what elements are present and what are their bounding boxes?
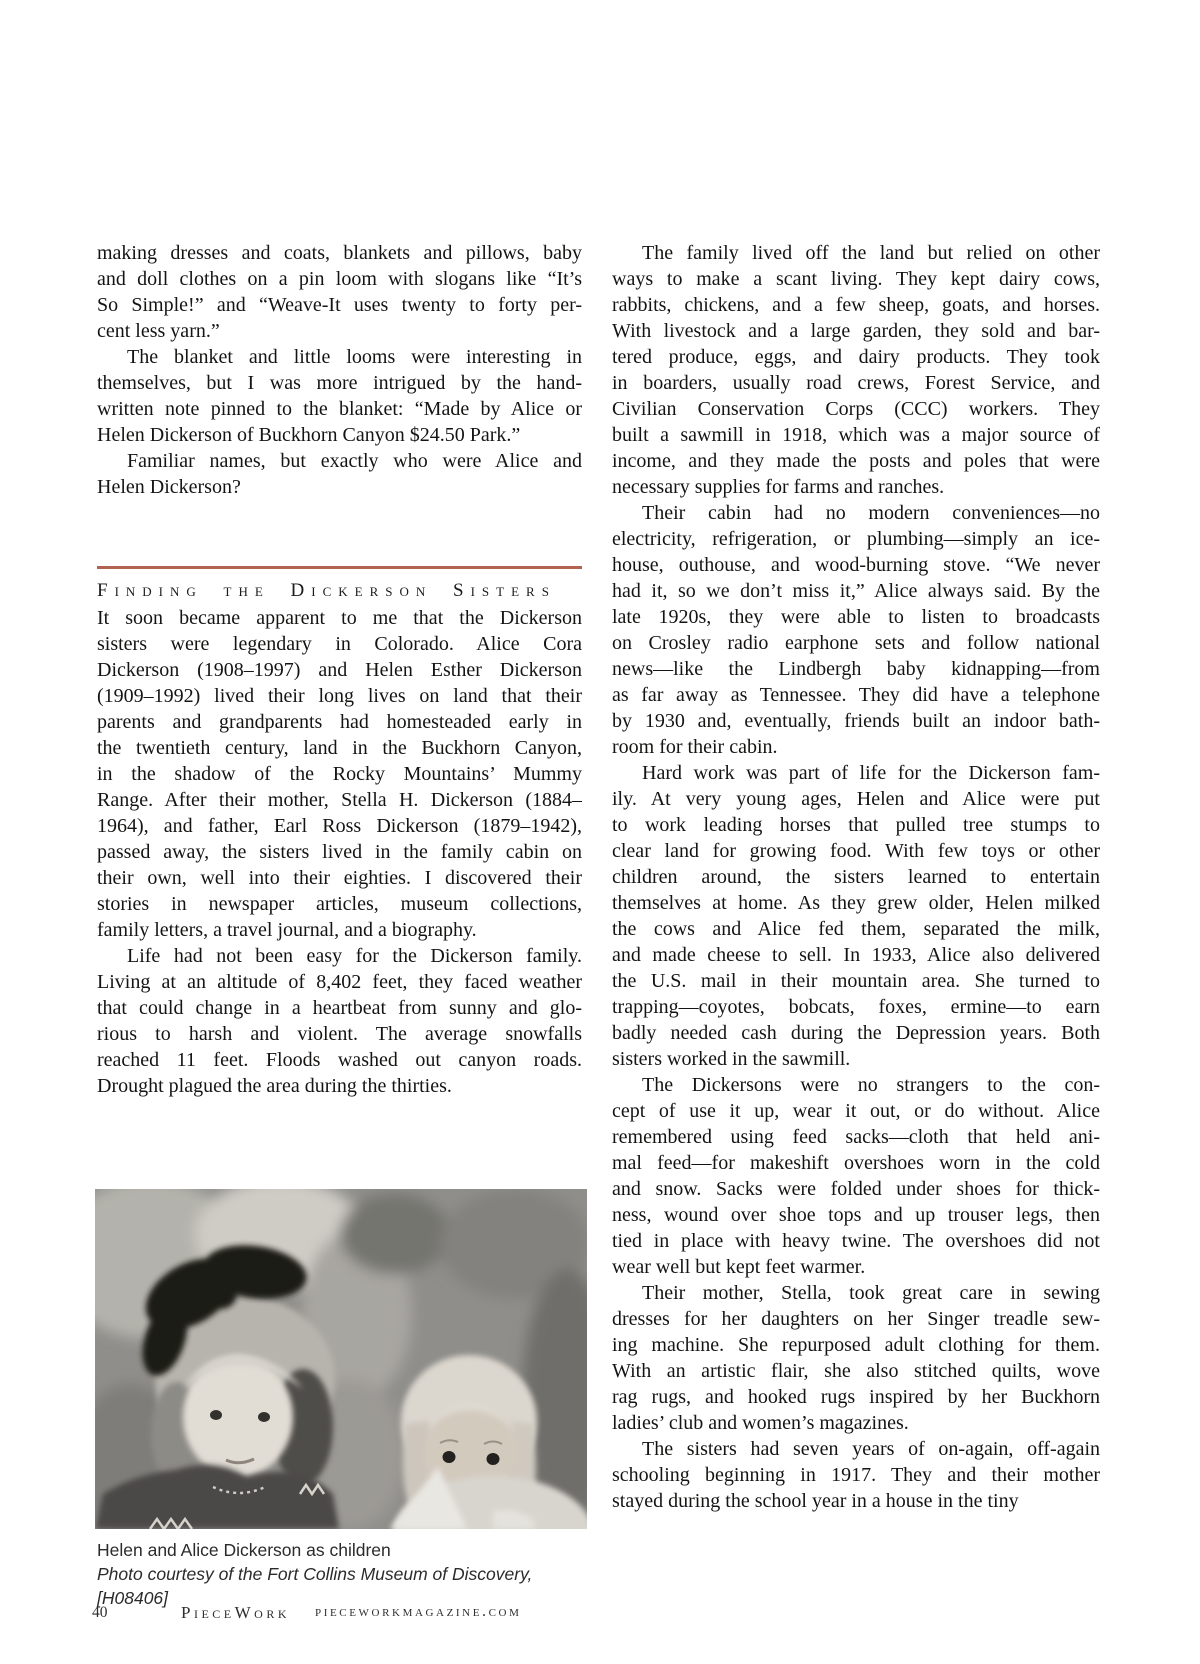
- text-line: family letters, a travel journal, and a biography.: [97, 919, 477, 941]
- text-line: income, and they made the posts and poles that were: [612, 450, 1100, 472]
- text-line: Helen Dickerson of Buckhorn Canyon $24.50 Park.”: [97, 424, 521, 446]
- text-line: Range. After their mother, Stella H. Dickerson (1884–: [97, 789, 582, 811]
- text-line: Familiar names, but exactly who were Alice and: [127, 450, 582, 472]
- paragraph: [612, 1436, 1100, 1514]
- text-line: Life had not been easy for the Dickerson family.: [127, 945, 582, 967]
- text-line: It soon became apparent to me that the Dickerson: [97, 607, 582, 629]
- text-line: With an artistic flair, she also stitched quilts, wove: [612, 1360, 1100, 1382]
- page-footer: [0, 1604, 1200, 1628]
- text-line: in boarders, usually road crews, Forest Service, and: [612, 372, 1100, 394]
- text-line: passed away, the sisters lived in the family cabin on: [97, 841, 582, 863]
- text-line: by 1930 and, eventually, friends built an indoor bath-: [612, 710, 1100, 732]
- text-line: and snow. Sacks were folded under shoes for thick-: [612, 1178, 1100, 1200]
- section-rule: [97, 566, 582, 569]
- paragraph: [97, 605, 582, 943]
- text-line: to work leading horses that pulled tree stumps to: [612, 814, 1100, 836]
- text-line: ways to make a scant living. They kept dairy cows,: [612, 268, 1100, 290]
- text-line: that could change in a heartbeat from sunny and glo-: [97, 997, 582, 1019]
- text-line: written note pinned to the blanket: “Made by Alice or: [97, 398, 582, 420]
- paragraph: [612, 760, 1100, 1072]
- text-line: and doll clothes on a pin loom with slogans like “It’s: [97, 268, 582, 290]
- paragraph: [612, 1072, 1100, 1280]
- text-line: schooling beginning in 1917. They and their mother: [612, 1464, 1100, 1486]
- text-line: cept of use it up, wear it out, or do without. Alice: [612, 1100, 1100, 1122]
- text-line: the U.S. mail in their mountain area. She turned to: [612, 970, 1100, 992]
- text-line: tied in place with heavy twine. The overshoes did not: [612, 1230, 1100, 1252]
- photo-credit: Photo courtesy of the Fort Collins Museum of Discovery, [H08406]: [97, 1564, 533, 1608]
- text-line: dresses for her daughters on her Singer treadle sew-: [612, 1308, 1100, 1330]
- right-column: [612, 240, 1100, 1514]
- text-line: sisters were legendary in Colorado. Alice Cora: [97, 633, 582, 655]
- paragraph: [612, 240, 1100, 500]
- text-line: rious to harsh and violent. The average snowfalls: [97, 1023, 582, 1045]
- text-line: ladies’ club and women’s magazines.: [612, 1412, 909, 1434]
- text-line: clear land for growing food. With few toys or other: [612, 840, 1100, 862]
- text-line: cent less yarn.”: [97, 320, 220, 342]
- paragraph: [612, 1280, 1100, 1436]
- text-line: Dickerson (1908–1997) and Helen Esther Dickerson: [97, 659, 582, 681]
- section-heading: Finding the Dickerson Sisters: [97, 580, 556, 601]
- text-line: children around, the sisters learned to entertain: [612, 866, 1100, 888]
- text-line: their own, well into their eighties. I discovered their: [97, 867, 582, 889]
- text-line: ness, wound over shoe tops and up trouser legs, then: [612, 1204, 1100, 1226]
- paragraph: [97, 344, 582, 448]
- text-line: badly needed cash during the Depression years. Both: [612, 1022, 1100, 1044]
- photo-caption-block: [97, 1539, 582, 1610]
- page-number: 40: [92, 1604, 108, 1621]
- paragraph: [612, 500, 1100, 760]
- text-line: and made cheese to sell. In 1933, Alice also delivered: [612, 944, 1100, 966]
- text-line: house, outhouse, and wood-burning stove. “We never: [612, 554, 1100, 576]
- text-line: stayed during the school year in a house in the tiny: [612, 1490, 1019, 1512]
- text-line: reached 11 feet. Floods washed out canyon roads.: [97, 1049, 582, 1071]
- text-line: electricity, refrigeration, or plumbing—simply an ice-: [612, 528, 1100, 550]
- text-line: Hard work was part of life for the Dickerson fam-: [642, 762, 1100, 784]
- text-line: on Crosley radio earphone sets and follow national: [612, 632, 1100, 654]
- paragraph: [97, 943, 582, 1099]
- text-line: wear well but kept feet warmer.: [612, 1256, 866, 1278]
- text-line: With livestock and a large garden, they sold and bar-: [612, 320, 1100, 342]
- text-line: So Simple!” and “Weave-It uses twenty to forty per-: [97, 294, 582, 316]
- text-line: The family lived off the land but relied on other: [642, 242, 1100, 264]
- text-line: in the shadow of the Rocky Mountains’ Mummy: [97, 763, 582, 785]
- text-line: Living at an altitude of 8,402 feet, they faced weather: [97, 971, 582, 993]
- left-column: [97, 240, 582, 1610]
- text-line: Their cabin had no modern conveniences—no: [642, 502, 1100, 524]
- text-line: mal feed—for makeshift overshoes worn in the cold: [612, 1152, 1100, 1174]
- text-line: rag rugs, and hooked rugs inspired by her Buckhorn: [612, 1386, 1100, 1408]
- text-line: late 1920s, they were able to listen to broadcasts: [612, 606, 1100, 628]
- text-line: The sisters had seven years of on-again, off-again: [642, 1438, 1100, 1460]
- text-line: ing machine. She repurposed adult clothing for them.: [612, 1334, 1100, 1356]
- text-line: Civilian Conservation Corps (CCC) workers. They: [612, 398, 1100, 420]
- text-line: the twentieth century, land in the Buckhorn Canyon,: [97, 737, 582, 759]
- text-line: trapping—coyotes, bobcats, foxes, ermine—to earn: [612, 996, 1100, 1018]
- text-line: Their mother, Stella, took great care in sewing: [642, 1282, 1100, 1304]
- text-line: The blanket and little looms were interesting in: [127, 346, 582, 368]
- text-line: ily. At very young ages, Helen and Alice were put: [612, 788, 1100, 810]
- text-line: themselves, but I was more intrigued by the hand-: [97, 372, 582, 394]
- text-line: parents and grandparents had homesteaded early in: [97, 711, 582, 733]
- text-line: The Dickersons were no strangers to the con-: [642, 1074, 1100, 1096]
- text-line: as far away as Tennessee. They did have a telephone: [612, 684, 1100, 706]
- text-line: the cows and Alice fed them, separated the milk,: [612, 918, 1100, 940]
- magazine-name: PieceWork: [181, 1603, 290, 1622]
- text-line: themselves at home. As they grew older, Helen milked: [612, 892, 1100, 914]
- text-line: had it, so we don’t miss it,” Alice always said. By the: [612, 580, 1100, 602]
- text-line: sisters worked in the sawmill.: [612, 1048, 851, 1070]
- text-line: rabbits, chickens, and a few sheep, goats, and horses.: [612, 294, 1100, 316]
- text-line: news—like the Lindbergh baby kidnapping—from: [612, 658, 1100, 680]
- text-line: room for their cabin.: [612, 736, 778, 758]
- text-line: Drought plagued the area during the thirties.: [97, 1075, 452, 1097]
- text-line: (1909–1992) lived their long lives on land that their: [97, 685, 582, 707]
- text-line: 1964), and father, Earl Ross Dickerson (1879–1942),: [97, 815, 582, 837]
- magazine-website: pieceworkmagazine.com: [315, 1603, 522, 1620]
- paragraph: [97, 448, 582, 500]
- text-line: built a sawmill in 1918, which was a major source of: [612, 424, 1100, 446]
- photo-figure: [97, 1189, 582, 1610]
- text-line: remembered using feed sacks—cloth that held ani-: [612, 1126, 1100, 1148]
- photo-caption: Helen and Alice Dickerson as children: [97, 1540, 391, 1560]
- text-line: necessary supplies for farms and ranches.: [612, 476, 945, 498]
- text-line: stories in newspaper articles, museum collections,: [97, 893, 582, 915]
- text-line: making dresses and coats, blankets and pillows, baby: [97, 242, 582, 264]
- photo-helen-alice-children: [95, 1189, 587, 1529]
- paragraph: [97, 240, 582, 344]
- text-line: Helen Dickerson?: [97, 476, 241, 498]
- text-line: tered produce, eggs, and dairy products. They took: [612, 346, 1100, 368]
